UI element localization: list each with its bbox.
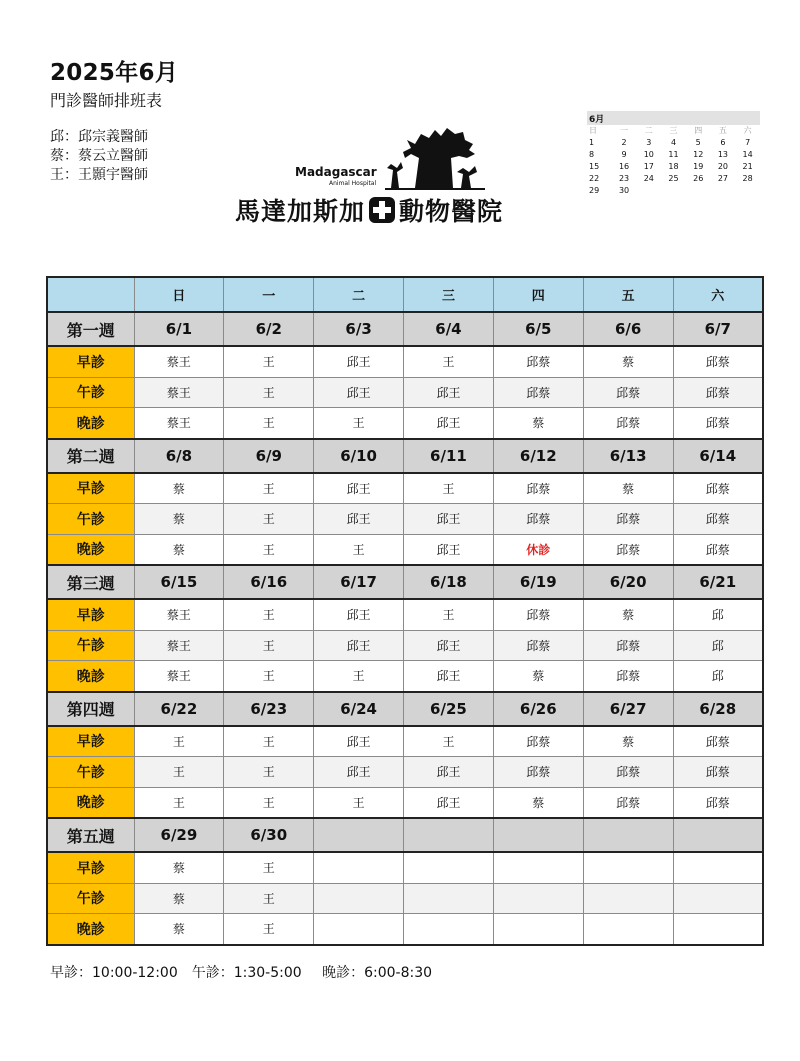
mini-calendar-day: [711, 185, 736, 197]
mini-calendar-day: 28: [742, 174, 753, 183]
doctor-cell: 邱王: [404, 408, 494, 439]
date-cell: 6/9: [224, 439, 314, 473]
mini-calendar-day: 2: [621, 138, 627, 147]
doctor-cell: 邱蔡: [583, 408, 673, 439]
mini-calendar-day: 18: [668, 162, 679, 171]
doctor-cell: 邱: [673, 661, 763, 692]
doctor-cell: 邱王: [314, 599, 404, 630]
schedule-table: [46, 276, 764, 946]
doctor-cell: [404, 852, 494, 883]
doctor-cell: 邱蔡: [493, 504, 583, 535]
mini-calendar-day: 29: [589, 186, 600, 195]
date-cell: 6/24: [314, 692, 404, 726]
weekday-header: 三: [404, 277, 494, 312]
doctor-cell: 邱蔡: [673, 726, 763, 757]
date-cell: 6/21: [673, 565, 763, 599]
doctor-cell: 邱蔡: [583, 787, 673, 818]
doctor-cell: 王: [224, 630, 314, 661]
closed-cell: 休診: [493, 534, 583, 565]
doctor-cell: 王: [224, 757, 314, 788]
logo-name-zh: [235, 192, 503, 228]
mini-calendar-grid: [587, 125, 760, 197]
date-cell: 6/15: [134, 565, 224, 599]
date-cell: 6/29: [134, 818, 224, 852]
weekday-header: 一: [224, 277, 314, 312]
doctor-cell: 邱王: [314, 726, 404, 757]
doctor-cell: 邱蔡: [673, 504, 763, 535]
doctor-cell: 王: [404, 473, 494, 504]
weekday-header-row: [47, 277, 763, 312]
doctor-cell: [404, 883, 494, 914]
week-label: 第二週: [47, 439, 134, 473]
doctor-cell: [404, 914, 494, 945]
doctor-cell: 王: [404, 726, 494, 757]
mini-calendar-weekday: 四: [694, 126, 703, 135]
doctor-cell: 蔡: [583, 726, 673, 757]
doctor-cell: 王: [224, 599, 314, 630]
doctor-cell: 王: [314, 661, 404, 692]
mini-calendar-day: 15: [589, 162, 600, 171]
mini-calendar-weekday: 三: [669, 126, 678, 135]
doctor-cell: 邱王: [404, 630, 494, 661]
session-label: 晚診: [47, 408, 134, 439]
date-cell: 6/14: [673, 439, 763, 473]
date-cell: 6/30: [224, 818, 314, 852]
week-row: [47, 439, 763, 473]
mini-calendar-day: 25: [668, 174, 679, 183]
date-cell: 6/18: [404, 565, 494, 599]
date-cell: 6/19: [493, 565, 583, 599]
session-row: [47, 473, 763, 504]
doctor-cell: [314, 883, 404, 914]
mini-calendar-day: 6: [720, 138, 726, 147]
weekday-header: 五: [583, 277, 673, 312]
mini-calendar-day: 17: [643, 162, 654, 171]
date-cell: 6/28: [673, 692, 763, 726]
doctor-cell: 王: [224, 346, 314, 377]
clinic-hours: 早診：10:00-12:00 午診：1:30-5:00 晚診：6:00-8:30: [50, 965, 433, 981]
week-row: [47, 818, 763, 852]
doctor-cell: 王: [314, 534, 404, 565]
mini-calendar-day: 27: [717, 174, 729, 183]
doctor-cell: 邱王: [404, 377, 494, 408]
doctor-cell: 邱蔡: [493, 757, 583, 788]
session-label: 晚診: [47, 914, 134, 945]
baobab-tree-logo-icon: [385, 118, 485, 193]
doctor-cell: 王: [314, 787, 404, 818]
doctor-cell: 蔡: [134, 852, 224, 883]
mini-calendar-day: 3: [646, 138, 652, 147]
date-cell: 6/26: [493, 692, 583, 726]
mini-calendar-day: [661, 185, 686, 197]
session-row: [47, 599, 763, 630]
doctor-cell: 王: [224, 883, 314, 914]
session-label: 早診: [47, 852, 134, 883]
date-cell: 6/8: [134, 439, 224, 473]
doctor-cell: 邱王: [314, 630, 404, 661]
doctor-cell: 邱: [673, 630, 763, 661]
doctor-legend: [50, 128, 148, 185]
doctor-legend-item: 蔡：蔡云立醫師: [50, 148, 148, 164]
session-label: 午診: [47, 504, 134, 535]
week-label: 第三週: [47, 565, 134, 599]
date-cell: 6/4: [404, 312, 494, 346]
hospital-logo: [235, 118, 535, 228]
week-label: 第五週: [47, 818, 134, 852]
doctor-cell: 邱蔡: [673, 377, 763, 408]
page-subtitle: 門診醫師排班表: [50, 91, 163, 110]
doctor-cell: 邱王: [314, 346, 404, 377]
mini-calendar-day: 9: [621, 150, 627, 159]
mini-calendar-day: 4: [670, 138, 677, 147]
doctor-cell: 王: [224, 534, 314, 565]
doctor-cell: 邱王: [404, 661, 494, 692]
doctor-cell: 蔡: [134, 534, 224, 565]
date-cell: 6/22: [134, 692, 224, 726]
doctor-cell: 邱王: [404, 534, 494, 565]
date-cell: 6/12: [493, 439, 583, 473]
doctor-cell: [493, 914, 583, 945]
doctor-cell: 蔡王: [134, 630, 224, 661]
mini-calendar-day: 1: [589, 138, 595, 147]
session-label: 午診: [47, 757, 134, 788]
session-label: 晚診: [47, 661, 134, 692]
header-corner-cell: [47, 277, 134, 312]
session-label: 午診: [47, 883, 134, 914]
session-label: 早診: [47, 726, 134, 757]
doctor-cell: 邱王: [404, 504, 494, 535]
session-label: 早診: [47, 346, 134, 377]
mini-calendar-day: [636, 185, 661, 197]
mini-calendar-weekday: 二: [644, 126, 653, 135]
doctor-cell: 邱蔡: [493, 630, 583, 661]
doctor-cell: 蔡王: [134, 661, 224, 692]
doctor-cell: 王: [404, 599, 494, 630]
doctor-cell: 王: [224, 661, 314, 692]
doctor-cell: [314, 852, 404, 883]
weekday-header: 日: [134, 277, 224, 312]
mini-calendar: [587, 111, 760, 197]
doctor-cell: 邱蔡: [583, 661, 673, 692]
doctor-cell: 邱蔡: [493, 473, 583, 504]
doctor-cell: 王: [224, 914, 314, 945]
doctor-cell: 邱蔡: [673, 534, 763, 565]
doctor-cell: 蔡: [134, 473, 224, 504]
logo-name-zh-left: 馬達加斯加: [235, 197, 366, 226]
doctor-cell: 蔡: [134, 883, 224, 914]
week-label: 第一週: [47, 312, 134, 346]
session-row: [47, 852, 763, 883]
session-label: 午診: [47, 377, 134, 408]
date-cell: 6/7: [673, 312, 763, 346]
doctor-cell: [493, 883, 583, 914]
doctor-cell: [493, 852, 583, 883]
doctor-cell: 邱蔡: [583, 630, 673, 661]
week-row: [47, 312, 763, 346]
doctor-cell: [314, 914, 404, 945]
mini-calendar-day: 8: [589, 150, 595, 159]
date-cell: 6/1: [134, 312, 224, 346]
doctor-cell: 邱: [673, 599, 763, 630]
weekday-header: 二: [314, 277, 404, 312]
session-label: 晚診: [47, 534, 134, 565]
doctor-cell: 王: [224, 408, 314, 439]
doctor-cell: 蔡: [583, 599, 673, 630]
doctor-cell: 蔡王: [134, 377, 224, 408]
session-row: [47, 726, 763, 757]
doctor-cell: 王: [404, 346, 494, 377]
doctor-cell: 王: [224, 504, 314, 535]
doctor-cell: 邱王: [314, 757, 404, 788]
page-title: 2025年6月: [50, 60, 179, 86]
doctor-cell: 邱蔡: [583, 377, 673, 408]
mini-calendar-day: 19: [693, 162, 704, 171]
session-label: 晚診: [47, 787, 134, 818]
logo-name-en: Madagascar: [295, 165, 377, 179]
doctor-cell: 邱蔡: [493, 377, 583, 408]
doctor-legend-item: 王：王顥宇醫師: [50, 167, 148, 183]
doctor-cell: 邱蔡: [493, 599, 583, 630]
doctor-cell: 蔡王: [134, 346, 224, 377]
doctor-cell: 蔡: [134, 504, 224, 535]
doctor-cell: [583, 883, 673, 914]
doctor-cell: 邱蔡: [583, 757, 673, 788]
mini-calendar-day: 16: [618, 162, 630, 171]
doctor-cell: 蔡王: [134, 599, 224, 630]
mini-calendar-day: [686, 185, 711, 197]
mini-calendar-day: 12: [693, 150, 704, 159]
doctor-cell: [583, 914, 673, 945]
doctor-cell: 邱蔡: [673, 787, 763, 818]
weekday-header: 六: [673, 277, 763, 312]
doctor-cell: 王: [224, 473, 314, 504]
mini-calendar-day: 24: [643, 174, 654, 183]
date-cell: 6/6: [583, 312, 673, 346]
logo-name-en-sub: Animal Hospital: [329, 180, 377, 187]
mini-calendar-day: 5: [695, 138, 701, 147]
date-cell: 6/20: [583, 565, 673, 599]
session-row: [47, 661, 763, 692]
doctor-cell: 蔡: [493, 787, 583, 818]
mini-calendar-day: 26: [693, 174, 704, 183]
doctor-cell: 邱蔡: [673, 408, 763, 439]
date-cell: [673, 818, 763, 852]
date-cell: 6/10: [314, 439, 404, 473]
doctor-cell: 蔡: [493, 408, 583, 439]
doctor-cell: 蔡王: [134, 408, 224, 439]
doctor-cell: 邱王: [314, 377, 404, 408]
date-cell: 6/25: [404, 692, 494, 726]
doctor-cell: 邱蔡: [673, 473, 763, 504]
mini-calendar-weekday: 日: [589, 126, 597, 135]
date-cell: 6/27: [583, 692, 673, 726]
session-row: [47, 408, 763, 439]
doctor-cell: 王: [134, 787, 224, 818]
mini-calendar-weekday: 五: [718, 126, 727, 135]
date-cell: 6/11: [404, 439, 494, 473]
doctor-cell: 王: [134, 757, 224, 788]
date-cell: [314, 818, 404, 852]
week-row: [47, 565, 763, 599]
doctor-cell: 邱蔡: [583, 504, 673, 535]
doctor-legend-item: 邱：邱宗義醫師: [50, 129, 148, 145]
session-label: 早診: [47, 599, 134, 630]
doctor-cell: 王: [134, 726, 224, 757]
mini-calendar-day: 14: [742, 150, 753, 159]
date-cell: 6/17: [314, 565, 404, 599]
session-row: [47, 534, 763, 565]
session-label: 午診: [47, 630, 134, 661]
logo-name-zh-right: 動物醫院: [399, 197, 504, 226]
doctor-cell: 邱王: [314, 504, 404, 535]
doctor-cell: 蔡: [583, 473, 673, 504]
doctor-cell: 邱蔡: [583, 534, 673, 565]
date-cell: 6/16: [224, 565, 314, 599]
doctor-cell: 蔡: [493, 661, 583, 692]
doctor-cell: 王: [224, 377, 314, 408]
doctor-cell: 蔡: [134, 914, 224, 945]
doctor-cell: 蔡: [583, 346, 673, 377]
doctor-cell: 王: [314, 408, 404, 439]
doctor-cell: 王: [224, 852, 314, 883]
doctor-cell: 邱王: [314, 473, 404, 504]
doctor-cell: 邱王: [404, 787, 494, 818]
session-row: [47, 757, 763, 788]
session-row: [47, 883, 763, 914]
mini-calendar-day: 21: [742, 162, 753, 171]
session-row: [47, 630, 763, 661]
mini-calendar-day: 22: [589, 174, 600, 183]
mini-calendar-day: 7: [745, 138, 751, 147]
week-row: [47, 692, 763, 726]
session-row: [47, 914, 763, 945]
session-label: 早診: [47, 473, 134, 504]
doctor-cell: 邱蔡: [493, 346, 583, 377]
date-cell: 6/3: [314, 312, 404, 346]
mini-calendar-weekday: 六: [743, 126, 752, 135]
doctor-cell: [583, 852, 673, 883]
date-cell: [493, 818, 583, 852]
date-cell: [404, 818, 494, 852]
date-cell: 6/23: [224, 692, 314, 726]
session-row: [47, 504, 763, 535]
doctor-cell: 王: [224, 787, 314, 818]
doctor-cell: 邱王: [404, 757, 494, 788]
doctor-cell: 王: [224, 726, 314, 757]
session-row: [47, 787, 763, 818]
mini-calendar-day: 20: [717, 162, 729, 171]
doctor-cell: 邱蔡: [673, 346, 763, 377]
mini-calendar-day: 11: [668, 150, 679, 159]
session-row: [47, 377, 763, 408]
date-cell: 6/13: [583, 439, 673, 473]
doctor-cell: [673, 852, 763, 883]
mini-calendar-day: [735, 185, 760, 197]
date-cell: 6/5: [493, 312, 583, 346]
date-cell: 6/2: [224, 312, 314, 346]
mini-calendar-day: 23: [618, 174, 630, 183]
doctor-cell: [673, 883, 763, 914]
mini-calendar-day: 10: [643, 150, 654, 159]
session-row: [47, 346, 763, 377]
doctor-cell: [673, 914, 763, 945]
mini-calendar-day: 13: [717, 150, 729, 159]
mini-calendar-month: 6月: [587, 111, 760, 125]
week-label: 第四週: [47, 692, 134, 726]
mini-calendar-day: 30: [618, 186, 630, 195]
mini-calendar-weekday: 一: [620, 126, 629, 135]
medical-cross-icon: [369, 197, 395, 223]
doctor-cell: 邱蔡: [493, 726, 583, 757]
date-cell: [583, 818, 673, 852]
doctor-cell: 邱蔡: [673, 757, 763, 788]
weekday-header: 四: [493, 277, 583, 312]
